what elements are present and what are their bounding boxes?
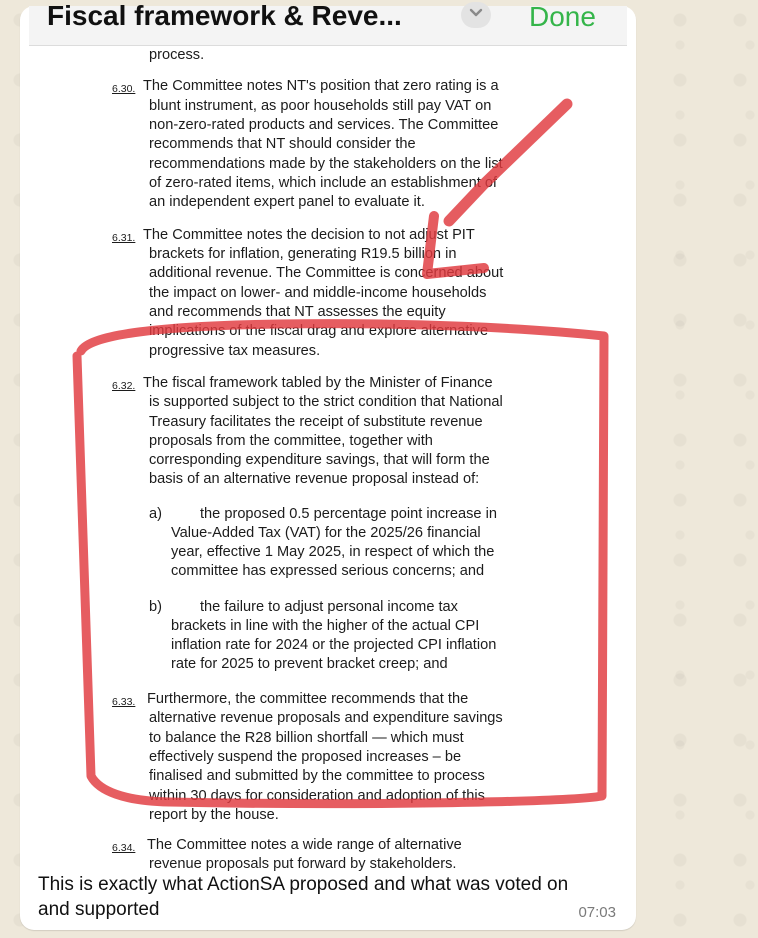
paragraph-line: proposals from the committee, together with (149, 433, 433, 449)
paragraph-line: progressive tax measures. (149, 343, 321, 359)
paragraph-line: non-zero-rated products and services. The Committee (149, 117, 499, 133)
paragraph-line: Treasury facilitates the receipt of substitute revenue (149, 414, 483, 430)
paragraph-line: basis of an alternative revenue proposal instead of: (149, 471, 480, 487)
chevron-down-icon (468, 5, 484, 21)
paragraph-line: the impact on lower- and middle-income households (149, 285, 487, 301)
paragraph-line: brackets for inflation, generating R19.5 billion in (149, 246, 457, 262)
document-title: Fiscal framework & Reve... (47, 0, 402, 31)
paragraph-line: Furthermore, the committee recommends that the (147, 691, 469, 707)
paragraph-line: revenue proposals put forward by stakeholders. (149, 856, 457, 872)
previous-paragraph-tail: process. (149, 47, 205, 63)
attached-screenshot[interactable] (29, 0, 627, 872)
list-item-line: brackets in line with the higher of the actual CPI (171, 618, 480, 634)
paragraph-line: within 30 days for consideration and adoption of this (149, 788, 485, 804)
paragraph-line: to balance the R28 billion shortfall — which must (149, 730, 464, 746)
list-item-line: rate for 2025 to prevent bracket creep; and (171, 656, 448, 672)
document-viewer-toolbar (29, 0, 627, 46)
list-item-label-a: a) (149, 506, 162, 522)
paragraph-line: is supported subject to the strict condition that National (149, 394, 503, 410)
paragraph-line: blunt instrument, as poor households still pay VAT on (149, 98, 492, 114)
paragraph-line: additional revenue. The Committee is concerned about (149, 265, 504, 281)
paragraph-line: alternative revenue proposals and expenditure savings (149, 710, 503, 726)
paragraph-number-6-31: 6.31. (112, 232, 136, 244)
paragraph-line: recommends that NT should consider the (149, 136, 416, 152)
list-item-line: Value-Added Tax (VAT) for the 2025/26 financial (171, 525, 481, 541)
message-bubble[interactable] (20, 0, 636, 930)
paragraph-line: effectively suspend the proposed increases – be (149, 749, 462, 765)
list-item-line: the proposed 0.5 percentage point increase in (200, 506, 497, 522)
document-page (29, 46, 627, 872)
paragraph-line: finalised and submitted by the committee to process (149, 768, 485, 784)
paragraph-line: implications of the fiscal drag and explore alternative (149, 323, 489, 339)
paragraph-line: recommendations made by the stakeholders on the list (149, 156, 503, 172)
done-button[interactable]: Done (529, 1, 596, 32)
paragraph-number-6-32: 6.32. (112, 380, 136, 392)
list-item-line: year, effective 1 May 2025, in respect of which the (171, 544, 495, 560)
paragraph-number-6-33: 6.33. (112, 696, 136, 708)
list-item-label-b: b) (149, 599, 162, 615)
paragraph-line: corresponding expenditure savings, that will form the (149, 452, 490, 468)
paragraph-line: an independent expert panel to evaluate it. (149, 194, 425, 210)
paragraph-line: The Committee notes NT's position that zero rating is a (143, 78, 499, 94)
list-item-line: committee has expressed serious concerns; and (171, 563, 485, 579)
paragraph-line: The Committee notes a wide range of alternative (147, 837, 462, 853)
paragraph-number-6-30: 6.30. (112, 83, 136, 95)
paragraph-line: The fiscal framework tabled by the Minister of Finance (143, 375, 493, 391)
paragraph-line: report by the house. (149, 807, 279, 823)
paragraph-number-6-34: 6.34. (112, 842, 136, 854)
paragraph-line: of zero-rated items, which include an establishment of (149, 175, 497, 191)
options-button[interactable] (461, 2, 491, 28)
paragraph-line: and recommends that NT assesses the equity (149, 304, 446, 320)
message-timestamp: 07:03 (578, 904, 616, 921)
paragraph-line: The Committee notes the decision to not adjust PIT (143, 227, 475, 243)
list-item-line: the failure to adjust personal income tax (200, 599, 458, 615)
message-text: This is exactly what ActionSA proposed and what was voted on and supported (38, 874, 569, 920)
list-item-line: inflation rate for 2024 or the projected CPI inflation (171, 637, 497, 653)
